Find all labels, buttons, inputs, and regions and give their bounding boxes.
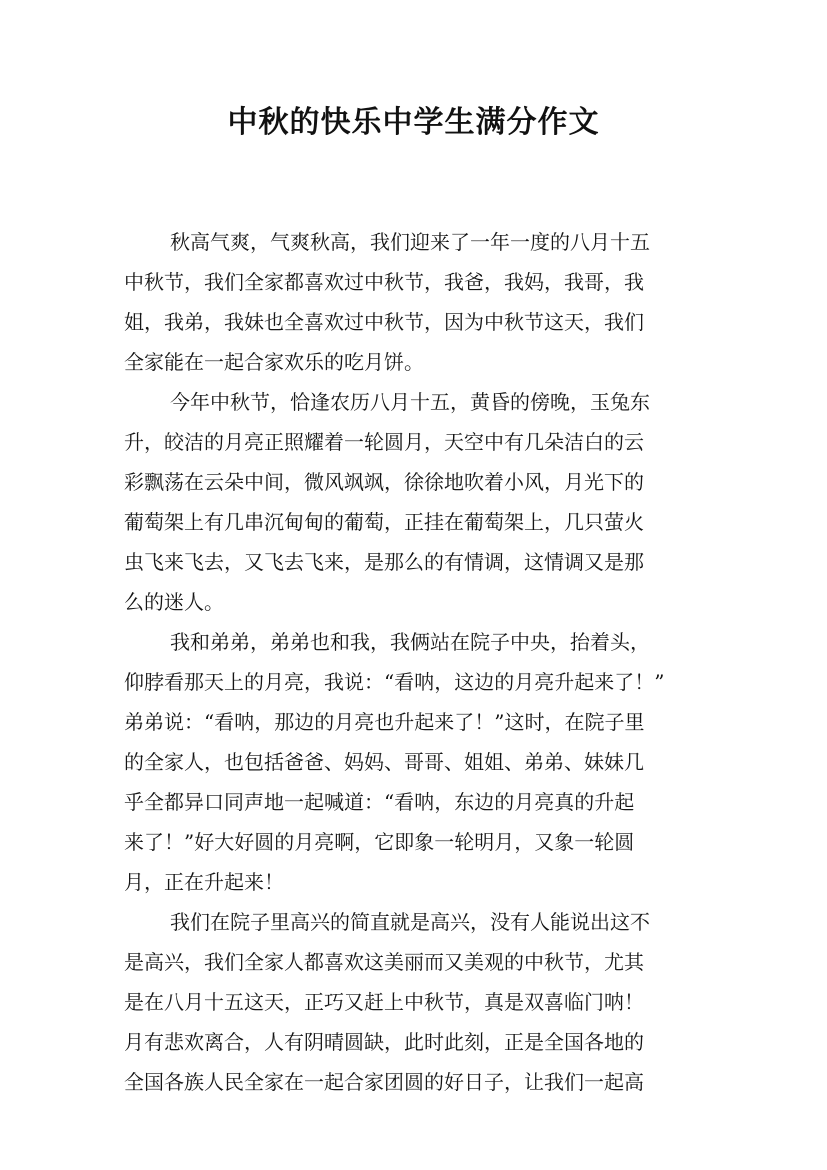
text-line: 葡萄架上有几串沉甸甸的葡萄，正挂在葡萄架上，几只萤火 [124,510,644,534]
text-line: 弟弟说：“看呐，那边的月亮也升起来了！”这时，在院子里 [124,710,645,734]
text-line: 乎全都异口同声地一起喊道：“看呐，东边的月亮真的升起 [124,790,635,814]
text-line: 姐，我弟，我妹也全喜欢过中秋节，因为中秋节这天，我们 [124,310,644,334]
essay-body [124,222,708,1102]
text-line: 我们在院子里高兴的简直就是高兴，没有人能说出这不 [170,910,650,934]
text-line: 升，皎洁的月亮正照耀着一轮圆月，天空中有几朵洁白的云 [124,430,644,454]
text-line: 今年中秋节，恰逢农历八月十五，黄昏的傍晚，玉兔东 [170,390,650,414]
text-line: 我和弟弟，弟弟也和我，我俩站在院子中央，抬着头， [170,630,650,654]
text-line: 虫飞来飞去，又飞去飞来，是那么的有情调，这情调又是那 [124,550,644,574]
essay-title: 中秋的快乐中学生满分作文 [227,105,600,140]
text-line: 中秋节，我们全家都喜欢过中秋节，我爸，我妈，我哥，我 [124,270,644,294]
text-line: 全国各族人民全家在一起合家团圆的好日子，让我们一起高 [124,1070,644,1094]
paragraph [124,382,708,622]
text-line: 仰脖看那天上的月亮，我说：“看呐，这边的月亮升起来了！” [124,670,665,694]
paragraph [124,902,708,1102]
text-line: 是高兴，我们全家人都喜欢这美丽而又美观的中秋节，尤其 [124,950,644,974]
text-line: 全家能在一起合家欢乐的吃月饼。 [124,350,424,374]
text-line: 来了！”好大好圆的月亮啊，它即象一轮明月，又象一轮圆 [124,830,635,854]
text-line: 秋高气爽，气爽秋高，我们迎来了一年一度的八月十五 [170,230,650,254]
text-line: 月，正在升起来！ [124,870,284,894]
text-line: 的全家人，也包括爸爸、妈妈、哥哥、姐姐、弟弟、妹妹几 [124,750,644,774]
paragraph [124,622,708,902]
paragraph [124,222,708,382]
text-line: 么的迷人。 [124,590,224,614]
text-line: 是在八月十五这天，正巧又赶上中秋节，真是双喜临门呐！ [124,990,644,1014]
text-line: 月有悲欢离合，人有阴晴圆缺，此时此刻，正是全国各地的 [124,1030,644,1054]
text-line: 彩飘荡在云朵中间，微风飒飒，徐徐地吹着小风，月光下的 [124,470,644,494]
